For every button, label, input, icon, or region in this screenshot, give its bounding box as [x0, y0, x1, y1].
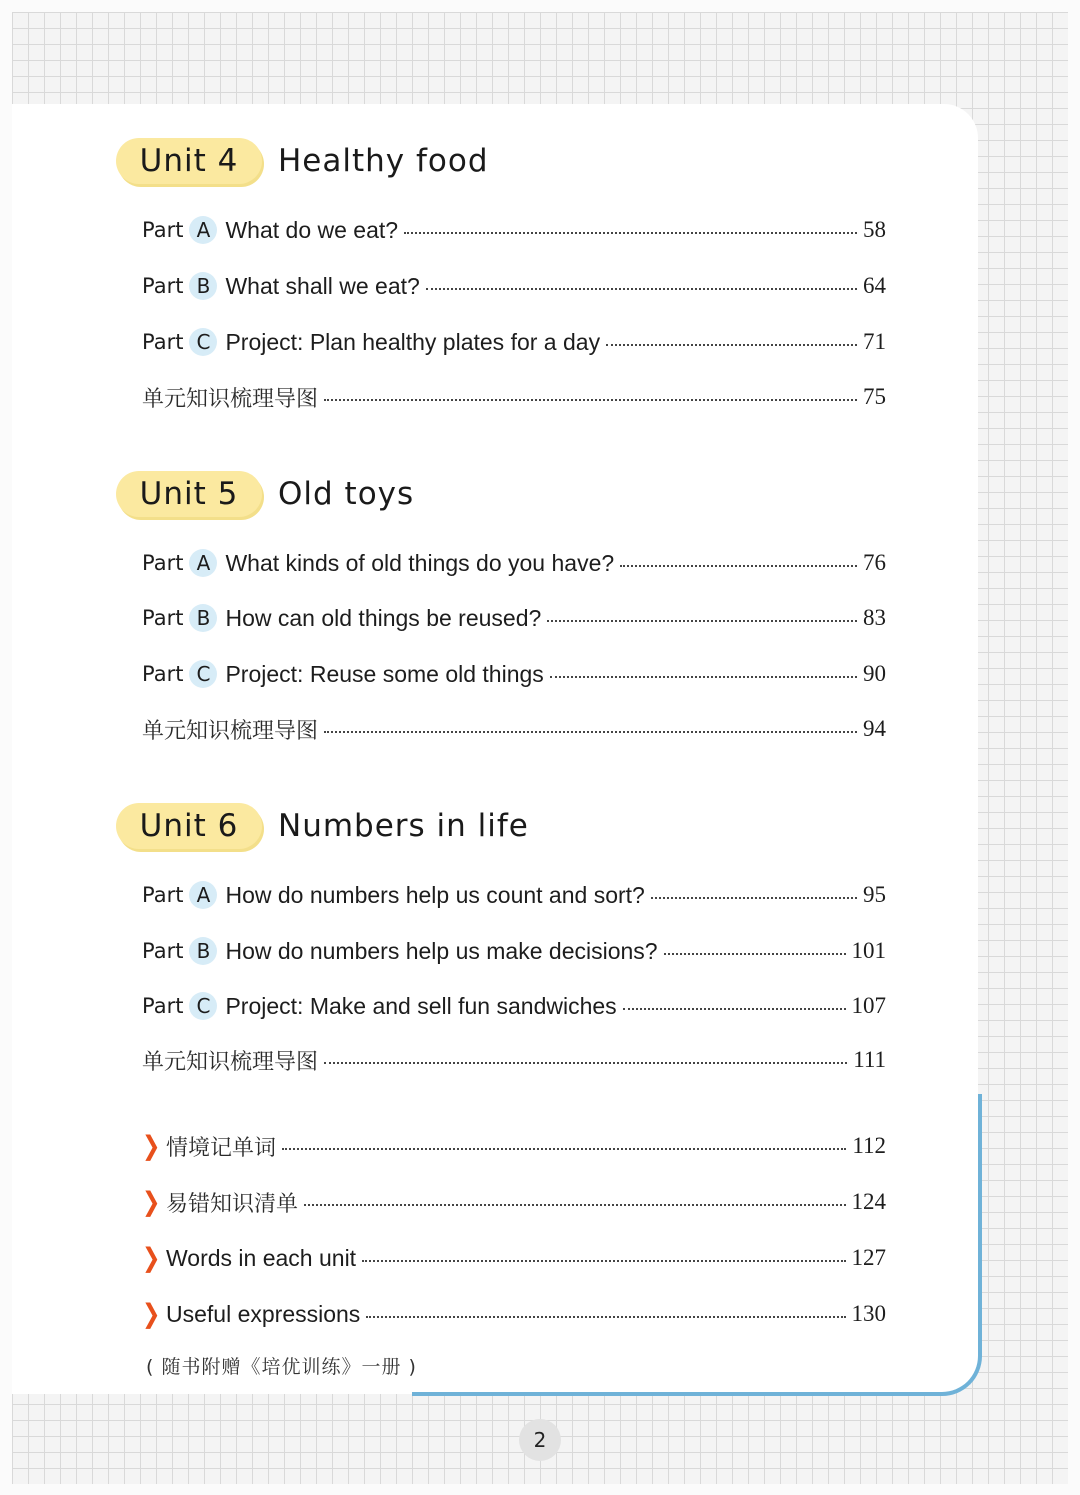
dotted-leader: [282, 1148, 846, 1150]
page-number: 127: [851, 1245, 886, 1270]
part-word: Part: [142, 330, 184, 354]
page-number: 95: [863, 882, 886, 907]
page-number: 112: [852, 1133, 886, 1158]
appendix-row[interactable]: [142, 1185, 886, 1219]
dotted-leader: [550, 676, 857, 678]
toc-entry-title: Words in each unit: [166, 1244, 357, 1271]
part-word: Part: [142, 662, 184, 686]
page-number: 71: [863, 329, 886, 354]
page-number: 130: [851, 1301, 886, 1326]
unit-header: [116, 136, 489, 186]
dotted-leader: [304, 1204, 845, 1206]
part-word: Part: [142, 218, 184, 242]
dotted-leader: [620, 565, 857, 567]
appendix-row[interactable]: [142, 1297, 886, 1331]
appendix-row[interactable]: [142, 1241, 886, 1275]
part-letter-badge: B: [189, 604, 217, 632]
toc-row[interactable]: [142, 1043, 886, 1077]
chevron-right-icon: ❯: [142, 1187, 161, 1217]
part-word: Part: [142, 883, 184, 907]
toc-row[interactable]: [142, 989, 886, 1023]
dotted-leader: [324, 731, 857, 733]
page-number: 101: [851, 938, 886, 963]
dotted-leader: [623, 1008, 846, 1010]
page-number: 107: [851, 993, 886, 1018]
toc-row[interactable]: [142, 712, 886, 746]
chevron-right-icon: ❯: [142, 1131, 161, 1161]
toc-entry-title: How do numbers help us make decisions?: [225, 937, 658, 964]
page-number-badge: 2: [519, 1419, 561, 1461]
dotted-leader: [547, 620, 857, 622]
dotted-leader: [664, 953, 846, 955]
unit-label: Unit 4: [116, 138, 262, 184]
toc-entry-title: 单元知识梳理导图: [142, 386, 319, 412]
toc-entry-title: What kinds of old things do you have?: [225, 549, 615, 576]
dotted-leader: [606, 344, 857, 346]
unit-title: Old toys: [278, 476, 415, 512]
part-word: Part: [142, 551, 184, 575]
toc-entry-title: 单元知识梳理导图: [142, 718, 319, 744]
dotted-leader: [426, 288, 857, 290]
chevron-right-icon: ❯: [142, 1243, 161, 1273]
toc-row[interactable]: [142, 325, 886, 359]
toc-entry-title: What do we eat?: [225, 216, 399, 243]
unit-label: Unit 6: [116, 803, 262, 849]
toc-entry-title: What shall we eat?: [225, 272, 420, 299]
page-number: 75: [863, 384, 886, 409]
chevron-right-icon: ❯: [142, 1299, 161, 1329]
page-number: 76: [863, 550, 886, 575]
toc-entry-title: Project: Reuse some old things: [225, 660, 544, 687]
unit-title: Healthy food: [278, 143, 489, 179]
toc-row[interactable]: [142, 213, 886, 247]
toc-row[interactable]: [142, 934, 886, 968]
toc-entry-title: Project: Make and sell fun sandwiches: [225, 992, 617, 1019]
part-letter-badge: C: [189, 660, 217, 688]
dotted-leader: [324, 1062, 847, 1064]
page-number: 111: [853, 1047, 886, 1072]
part-letter-badge: C: [189, 992, 217, 1020]
dotted-leader: [366, 1316, 845, 1318]
toc-entry-title: Project: Plan healthy plates for a day: [225, 328, 601, 355]
part-letter-badge: C: [189, 328, 217, 356]
toc-row[interactable]: [142, 878, 886, 912]
unit-header: [116, 469, 414, 519]
page-number: 94: [863, 716, 886, 741]
unit-title: Numbers in life: [278, 808, 529, 844]
part-letter-badge: B: [189, 272, 217, 300]
toc-entry-title: 易错知识清单: [166, 1191, 299, 1217]
toc-row[interactable]: [142, 657, 886, 691]
toc-entry-title: 单元知识梳理导图: [142, 1049, 319, 1075]
unit-label: Unit 5: [116, 471, 262, 517]
toc-entry-title: Useful expressions: [166, 1300, 361, 1327]
part-letter-badge: A: [189, 216, 217, 244]
toc-row[interactable]: [142, 269, 886, 303]
page-number: 64: [863, 273, 886, 298]
dotted-leader: [324, 399, 857, 401]
page-number: 58: [863, 217, 886, 242]
part-word: Part: [142, 939, 184, 963]
dotted-leader: [362, 1260, 845, 1262]
page-number: 83: [863, 605, 886, 630]
appendix-row[interactable]: [142, 1129, 886, 1163]
toc-row[interactable]: [142, 546, 886, 580]
part-word: Part: [142, 606, 184, 630]
unit-header: [116, 801, 529, 851]
dotted-leader: [651, 897, 857, 899]
toc-row[interactable]: [142, 380, 886, 414]
part-letter-badge: A: [189, 549, 217, 577]
dotted-leader: [404, 232, 857, 234]
page-number: 90: [863, 661, 886, 686]
part-letter-badge: A: [189, 881, 217, 909]
toc-entry-title: 情境记单词: [166, 1135, 277, 1161]
part-letter-badge: B: [189, 937, 217, 965]
bonus-note: ( 随书附赠《培优训练》一册 ): [146, 1356, 417, 1378]
toc-entry-title: How do numbers help us count and sort?: [225, 881, 645, 908]
toc-row[interactable]: [142, 601, 886, 635]
page-number: 124: [851, 1189, 886, 1214]
part-word: Part: [142, 274, 184, 298]
toc-entry-title: How can old things be reused?: [225, 604, 542, 631]
part-word: Part: [142, 994, 184, 1018]
